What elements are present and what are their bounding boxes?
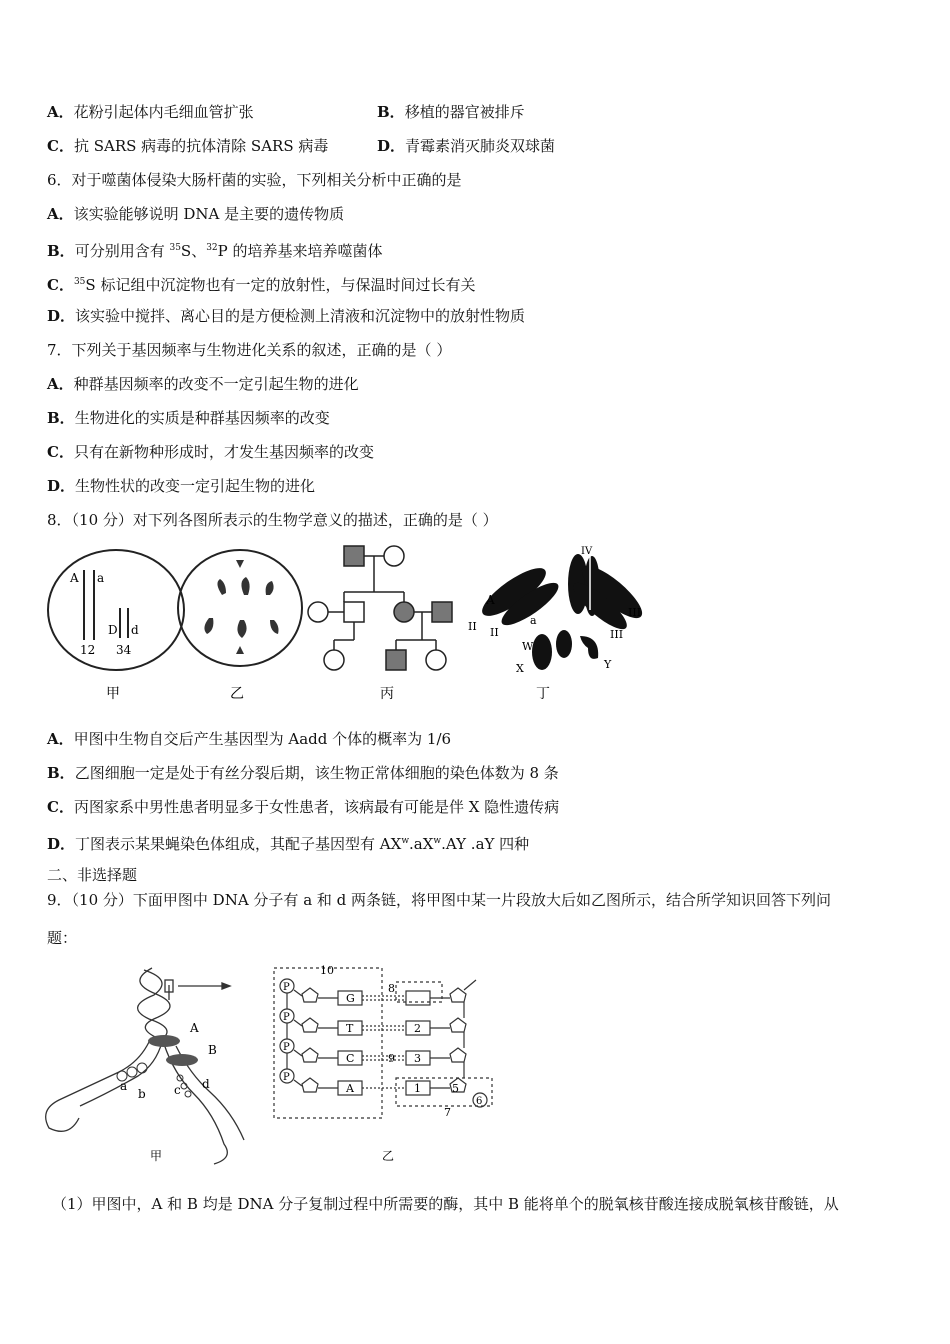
base-G-label: G	[346, 992, 355, 1005]
superscript: 32	[206, 243, 218, 253]
option-label: B．	[47, 409, 75, 427]
option-text: S、	[180, 242, 207, 260]
number-1-label: 1	[414, 1082, 421, 1095]
jia-dna-helix	[46, 968, 244, 1164]
superscript: 35	[169, 243, 181, 253]
number-7-label: 7	[444, 1106, 451, 1119]
yi-caption: 乙	[230, 686, 244, 702]
phosphate-label-2: P	[283, 1012, 290, 1023]
option-label: D．	[47, 835, 76, 853]
number-5-label: 5	[452, 1082, 459, 1095]
superscript: w	[433, 836, 442, 846]
q8-figure	[44, 540, 664, 710]
q5-option-c	[47, 136, 328, 156]
ding-gene-a-label: a	[530, 614, 537, 627]
phosphate-label-4: P	[283, 1072, 290, 1083]
q9-stem-line2: 题：	[47, 929, 78, 947]
option-text: 甲图中生物自交后产生基因型为 Aadd 个体的概率为 1/6	[73, 730, 452, 748]
ding-karyotype	[476, 554, 649, 670]
chromosome-34-label: 34	[116, 643, 132, 657]
option-text: 生物性状的改变一定引起生物的进化	[75, 477, 316, 495]
gene-D-label: D	[108, 623, 118, 637]
label-B: B	[208, 1043, 217, 1057]
option-text: 抗 SARS 病毒的抗体清除 SARS 病毒	[73, 137, 329, 155]
option-label: D．	[377, 137, 406, 155]
q8-option-d	[47, 831, 529, 854]
number-10-label: 10	[320, 964, 334, 977]
option-label: C．	[47, 443, 74, 461]
yi-caption: 乙	[382, 1149, 395, 1163]
number-8-label: 8	[388, 982, 395, 995]
chromosome-12-label: 12	[80, 643, 96, 657]
q8-option-a	[47, 729, 451, 749]
option-text: 只有在新物种形成时，才发生基因频率的改变	[73, 443, 374, 461]
option-text: 乙图细胞一定是处于有丝分裂后期，该生物正常体细胞的染色体数为 8 条	[74, 764, 559, 782]
option-label: A．	[47, 730, 74, 748]
label-c: c	[174, 1083, 181, 1097]
enzyme-A	[148, 1035, 180, 1047]
option-text: P 的培养基来培养噬菌体	[217, 242, 383, 260]
option-text: .aX	[409, 835, 434, 853]
option-text: .AY .aY 四种	[441, 835, 530, 853]
ding-W-label: W	[522, 640, 534, 653]
number-9-label: 9	[388, 1052, 395, 1065]
q9-stem-line1: 9．（10 分）下面甲图中 DNA 分子有 a 和 d 两条链，将甲图中某一片段放大后如乙图所示，结合所学知识回答下列问	[47, 891, 832, 909]
option-label: C．	[47, 798, 74, 816]
option-text: 丁图表示某果蝇染色体组成，其配子基因型有 AX	[75, 835, 402, 853]
jia-caption: 甲	[106, 686, 120, 702]
option-text: S 标记组中沉淀物也有一定的放射性，与保温时间过长有关	[85, 276, 476, 294]
q6-option-c	[47, 272, 475, 295]
q7-option-b	[47, 408, 330, 428]
label-A: A	[190, 1021, 199, 1035]
base-C-label: C	[346, 1052, 355, 1065]
q7-option-c	[47, 442, 374, 462]
option-text: 移植的器官被排斥	[404, 103, 525, 121]
chromosome-III-right-label: III	[628, 606, 642, 619]
q6-option-a	[47, 204, 344, 224]
q7-option-a	[47, 374, 359, 394]
q5-option-a	[47, 102, 254, 122]
q5-option-b	[377, 102, 525, 122]
number-6-label: 6	[476, 1096, 483, 1107]
phosphate-label-1: P	[283, 982, 290, 993]
option-label: A．	[47, 103, 74, 121]
yi-dna-fragment	[274, 968, 492, 1118]
ding-Y-label: Y	[604, 658, 612, 671]
q5-option-d	[377, 136, 555, 156]
jia-caption: 甲	[150, 1149, 163, 1163]
option-label: B．	[47, 242, 75, 260]
q8-stem: 8．（10 分）对下列各图所表示的生物学意义的描述，正确的是（ ）	[47, 511, 498, 529]
option-text: 生物进化的实质是种群基因频率的改变	[74, 409, 330, 427]
superscript: 35	[73, 277, 86, 287]
gene-A-label: A	[70, 571, 79, 585]
option-label: C．	[47, 276, 74, 294]
label-d: d	[202, 1077, 210, 1091]
option-label: B．	[47, 764, 75, 782]
phosphate-label-3: P	[283, 1042, 290, 1053]
option-text: 种群基因频率的改变不一定引起生物的进化	[73, 375, 359, 393]
chromosome-II-inner-label: II	[490, 626, 499, 639]
bing-pedigree	[308, 546, 452, 670]
option-text: 青霉素消灭肺炎双球菌	[405, 137, 556, 155]
option-label: D．	[47, 477, 76, 495]
option-label: A．	[47, 375, 74, 393]
label-b: b	[138, 1087, 146, 1101]
base-A-label: A	[346, 1082, 354, 1095]
bing-caption: 丙	[380, 686, 394, 702]
number-3-label: 3	[414, 1052, 421, 1065]
gene-a-label: a	[97, 571, 105, 585]
q6-stem: 6．对于噬菌体侵染大肠杆菌的实验，下列相关分析中正确的是	[47, 171, 462, 189]
chromosome-II-left-label: II	[468, 620, 477, 633]
q6-option-d	[47, 306, 525, 326]
enzyme-B	[166, 1054, 198, 1066]
yi-chromosomes	[204, 560, 278, 654]
q9-subquestion-1: （1）甲图中，A 和 B 均是 DNA 分子复制过程中所需要的酶，其中 B 能将单个的脱氧核苷酸连接成脱氧核苷酸链，从	[52, 1195, 839, 1213]
base-T-label: T	[346, 1022, 354, 1035]
number-2-label: 2	[414, 1022, 421, 1035]
option-label: D．	[47, 307, 76, 325]
q6-option-b	[47, 238, 383, 261]
ding-caption: 丁	[536, 686, 550, 702]
option-label: A．	[47, 205, 74, 223]
ding-X-label: X	[516, 662, 524, 675]
ding-gene-A-label: A	[486, 593, 495, 607]
option-text: 可分别用含有	[74, 242, 170, 260]
option-text: 该实验中搅拌、离心目的是方便检测上清液和沉淀物中的放射性物质	[75, 307, 526, 325]
option-text: 花粉引起体内毛细血管扩张	[73, 103, 254, 121]
option-text: 该实验能够说明 DNA 是主要的遗传物质	[73, 205, 345, 223]
option-label: C．	[47, 137, 74, 155]
superscript: w	[401, 836, 410, 846]
gene-d-label: d	[131, 623, 139, 637]
q7-stem: 7．下列关于基因频率与生物进化关系的叙述，正确的是（ ）	[47, 341, 452, 359]
section-heading: 二、非选择题	[47, 866, 138, 884]
q9-figure	[44, 960, 524, 1170]
option-label: B．	[377, 103, 405, 121]
q8-option-c	[47, 797, 559, 817]
chromosome-III-inner-label: III	[610, 628, 624, 641]
chromosome-IV-label: IV	[581, 546, 593, 557]
q8-option-b	[47, 763, 559, 783]
option-text: 丙图家系中男性患者明显多于女性患者，该病最有可能是伴 X 隐性遗传病	[73, 798, 560, 816]
label-a: a	[120, 1079, 128, 1093]
q7-option-d	[47, 476, 315, 496]
